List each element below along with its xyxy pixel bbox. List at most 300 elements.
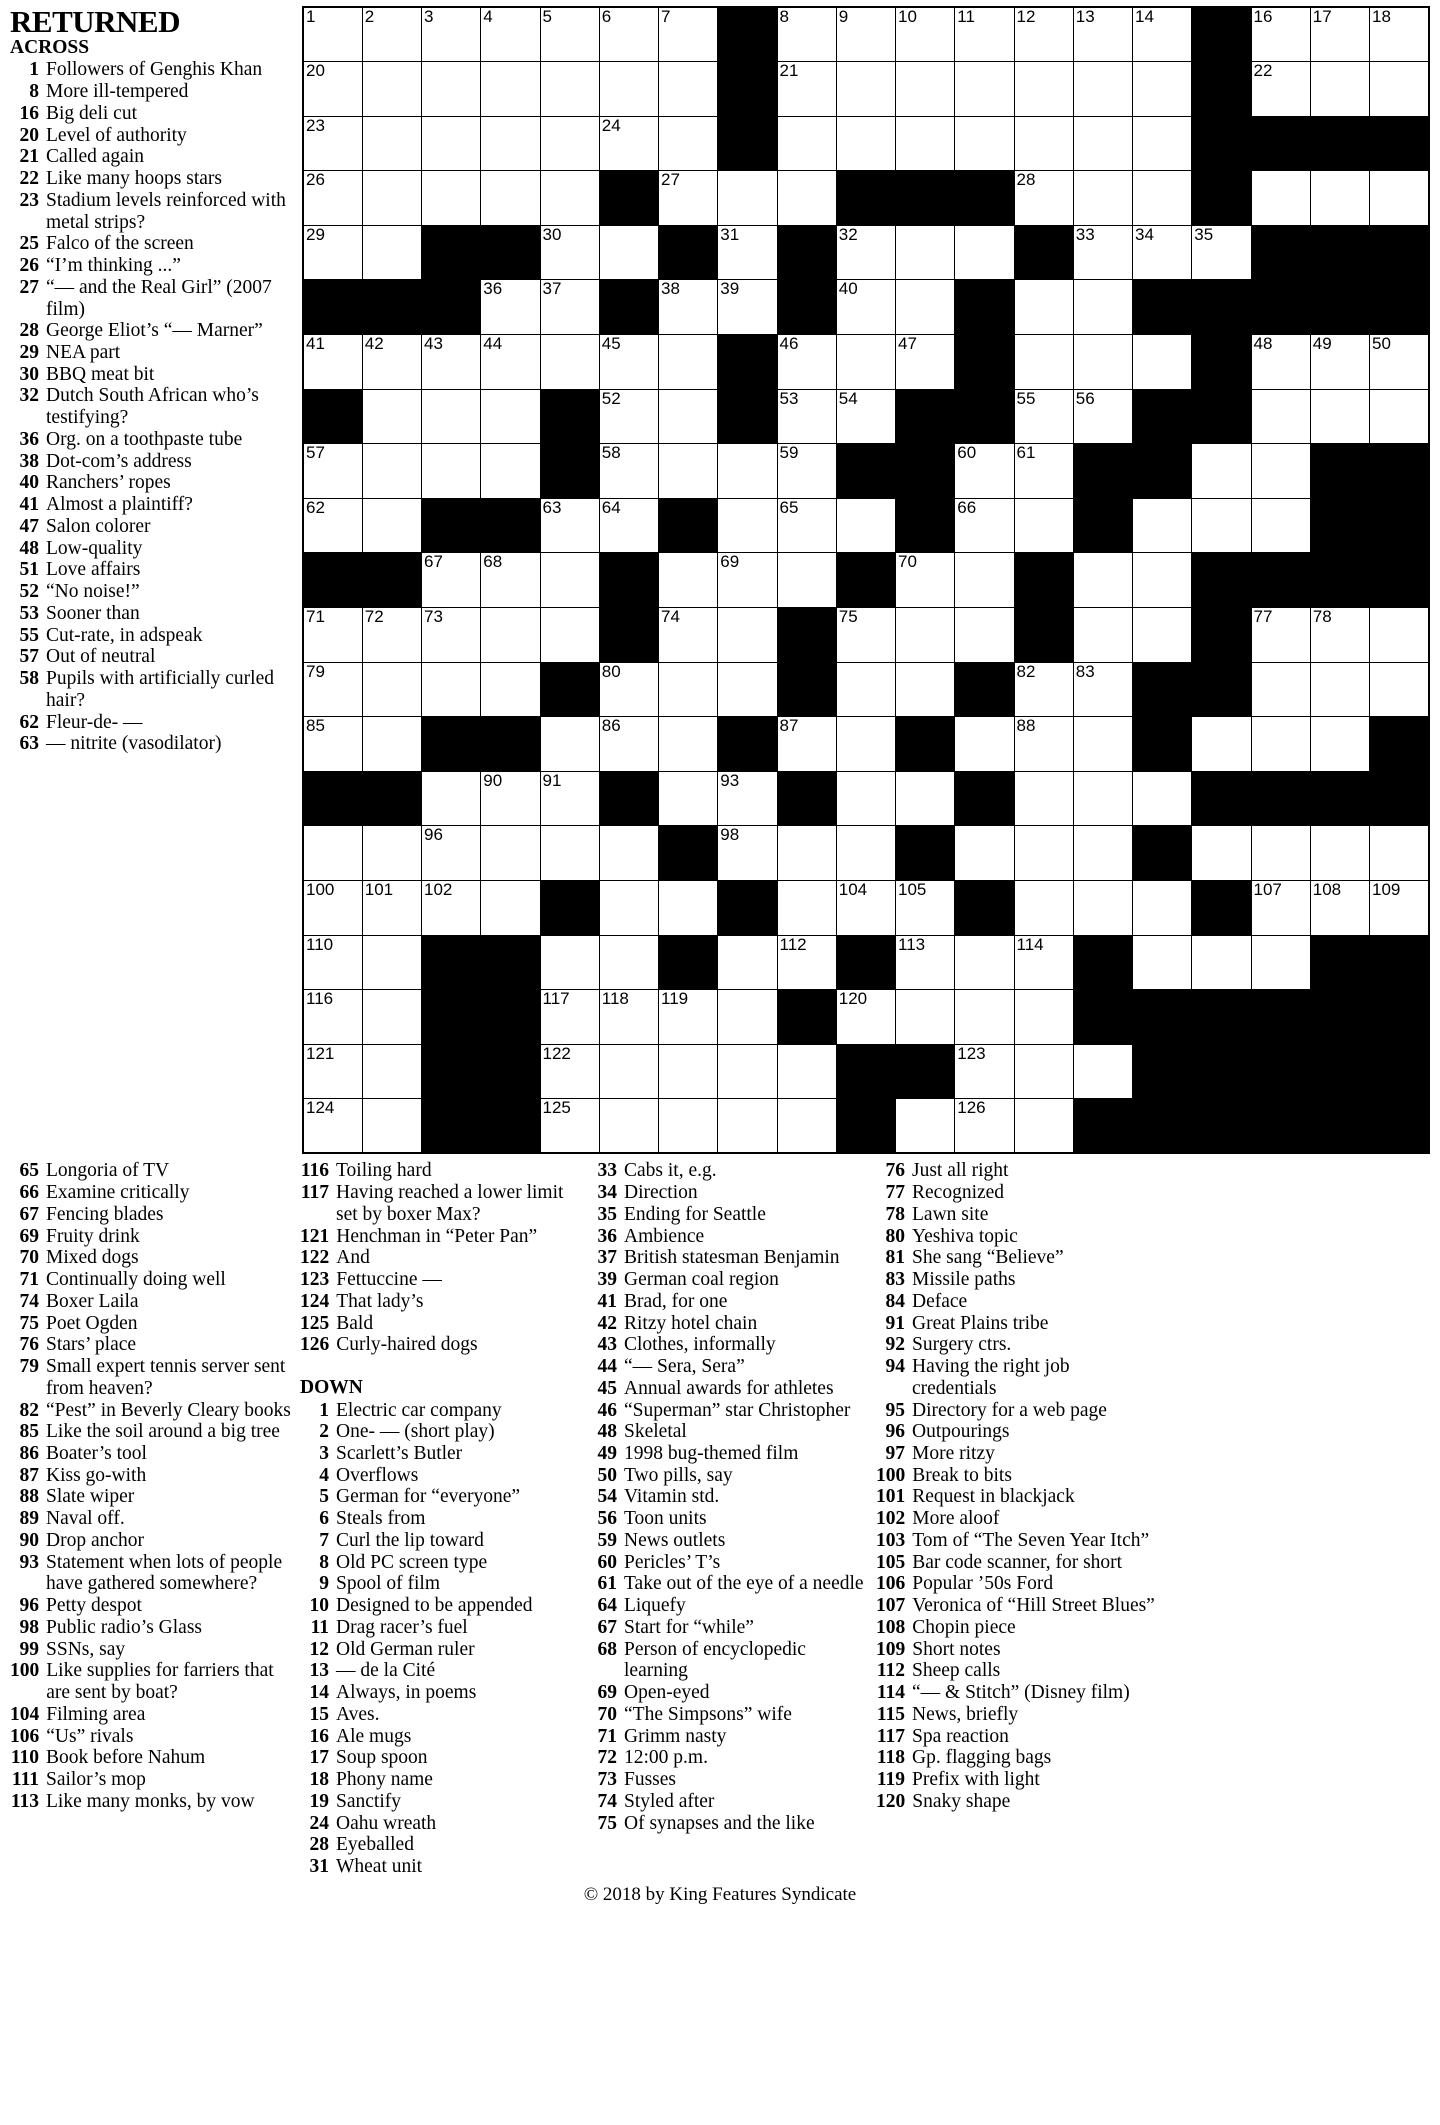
clue-text: British statesman Benjamin (624, 1247, 840, 1269)
grid-cell[interactable] (303, 1099, 362, 1154)
grid-cell[interactable] (481, 608, 540, 663)
clue-item (300, 1334, 578, 1356)
grid-cell[interactable] (540, 1044, 599, 1099)
grid-cell[interactable] (303, 225, 362, 280)
grid-cell[interactable] (896, 608, 955, 663)
grid-cell[interactable] (1310, 881, 1369, 936)
clue-number: 71 (597, 1725, 617, 1747)
grid-cell[interactable] (599, 1044, 658, 1099)
grid-cell[interactable] (303, 62, 362, 117)
clue-number: 106 (876, 1573, 906, 1595)
grid-cell[interactable] (955, 826, 1014, 881)
grid-cell[interactable] (955, 7, 1014, 62)
grid-cell[interactable] (599, 225, 658, 280)
grid-cell[interactable] (1370, 171, 1430, 226)
grid-cell[interactable] (362, 116, 421, 171)
grid-cell[interactable] (1251, 444, 1310, 499)
grid-cell[interactable] (599, 935, 658, 990)
grid-cell[interactable] (599, 717, 658, 772)
grid-cell[interactable] (303, 826, 362, 881)
grid-cell[interactable] (1310, 171, 1369, 226)
clue-number: 83 (885, 1269, 905, 1291)
grid-cell[interactable] (422, 553, 481, 608)
grid-cell[interactable] (836, 7, 895, 62)
grid-cell[interactable] (1370, 335, 1430, 390)
crossword-grid[interactable] (302, 6, 1430, 1154)
grid-cell[interactable] (1310, 826, 1369, 881)
grid-cell[interactable] (540, 335, 599, 390)
grid-cell[interactable] (362, 826, 421, 881)
grid-cell[interactable] (777, 881, 836, 936)
grid-cell[interactable] (1014, 1044, 1073, 1099)
grid-cell[interactable] (1192, 498, 1251, 553)
grid-cell[interactable] (1251, 62, 1310, 117)
grid-cell[interactable] (955, 1099, 1014, 1154)
grid-cell[interactable] (362, 171, 421, 226)
grid-cell[interactable] (1133, 171, 1192, 226)
grid-cell[interactable] (1073, 608, 1132, 663)
grid-cell[interactable] (1133, 62, 1192, 117)
grid-cell[interactable] (777, 444, 836, 499)
grid-cell[interactable] (1014, 116, 1073, 171)
grid-cell[interactable] (540, 116, 599, 171)
grid-block-cell (659, 225, 718, 280)
grid-cell[interactable] (362, 7, 421, 62)
grid-cell[interactable] (599, 498, 658, 553)
grid-cell[interactable] (718, 225, 777, 280)
grid-cell[interactable] (540, 62, 599, 117)
grid-cell[interactable] (836, 881, 895, 936)
grid-cell[interactable] (540, 171, 599, 226)
grid-cell[interactable] (1310, 608, 1369, 663)
grid-cell[interactable] (1251, 608, 1310, 663)
grid-cell[interactable] (1310, 662, 1369, 717)
grid-cell[interactable] (659, 171, 718, 226)
grid-cell[interactable] (1014, 7, 1073, 62)
grid-cell[interactable] (1370, 662, 1430, 717)
grid-cell[interactable] (1014, 498, 1073, 553)
grid-cell[interactable] (1251, 389, 1310, 444)
grid-cell[interactable] (481, 171, 540, 226)
grid-cell[interactable] (1014, 335, 1073, 390)
grid-cell[interactable] (599, 7, 658, 62)
grid-cell[interactable] (362, 1099, 421, 1154)
grid-cell[interactable] (718, 771, 777, 826)
grid-cell[interactable] (481, 280, 540, 335)
grid-cell[interactable] (599, 1099, 658, 1154)
grid-cell[interactable] (422, 116, 481, 171)
grid-cell[interactable] (422, 62, 481, 117)
grid-cell[interactable] (896, 881, 955, 936)
clue-text: Eyeballed (336, 1834, 414, 1856)
grid-block-cell (1192, 7, 1251, 62)
grid-cell[interactable] (481, 444, 540, 499)
grid-cell[interactable] (955, 498, 1014, 553)
grid-cell[interactable] (836, 335, 895, 390)
grid-cell[interactable] (481, 389, 540, 444)
grid-cell[interactable] (777, 935, 836, 990)
grid-cell[interactable] (362, 990, 421, 1045)
grid-cell[interactable] (718, 662, 777, 717)
grid-cell[interactable] (1370, 608, 1430, 663)
grid-cell[interactable] (777, 1099, 836, 1154)
grid-cell[interactable] (955, 553, 1014, 608)
grid-cell[interactable] (836, 771, 895, 826)
grid-cell[interactable] (1251, 7, 1310, 62)
grid-block-cell (1251, 116, 1310, 171)
clue-item (876, 1747, 1156, 1769)
grid-cell[interactable] (1133, 498, 1192, 553)
grid-cell[interactable] (777, 553, 836, 608)
grid-cell[interactable] (1251, 335, 1310, 390)
grid-cell[interactable] (540, 7, 599, 62)
grid-cell[interactable] (896, 335, 955, 390)
grid-cell[interactable] (659, 717, 718, 772)
grid-cell[interactable] (836, 662, 895, 717)
grid-cell[interactable] (718, 826, 777, 881)
grid-cell[interactable] (540, 717, 599, 772)
grid-cell[interactable] (481, 335, 540, 390)
grid-cell[interactable] (955, 444, 1014, 499)
grid-cell[interactable] (599, 335, 658, 390)
grid-cell[interactable] (659, 662, 718, 717)
grid-cell[interactable] (659, 444, 718, 499)
grid-cell[interactable] (362, 662, 421, 717)
grid-cell[interactable] (777, 1044, 836, 1099)
grid-cell[interactable] (1073, 1044, 1132, 1099)
grid-cell[interactable] (1014, 171, 1073, 226)
grid-cell[interactable] (836, 990, 895, 1045)
grid-cell[interactable] (303, 116, 362, 171)
grid-block-cell (836, 553, 895, 608)
grid-cell[interactable] (1251, 717, 1310, 772)
grid-cell[interactable] (1073, 335, 1132, 390)
grid-cell[interactable] (303, 881, 362, 936)
grid-cell[interactable] (718, 1099, 777, 1154)
grid-cell[interactable] (303, 717, 362, 772)
grid-cell[interactable] (362, 389, 421, 444)
grid-cell[interactable] (599, 62, 658, 117)
grid-cell[interactable] (896, 1099, 955, 1154)
grid-cell[interactable] (362, 225, 421, 280)
clue-number: 11 (310, 1616, 329, 1638)
grid-cell[interactable] (896, 62, 955, 117)
grid-cell[interactable] (1370, 826, 1430, 881)
grid-cell[interactable] (1133, 771, 1192, 826)
grid-cell[interactable] (955, 225, 1014, 280)
grid-cell[interactable] (1014, 444, 1073, 499)
grid-cell[interactable] (303, 7, 362, 62)
clue-number: 77 (885, 1182, 905, 1204)
grid-cell[interactable] (1133, 225, 1192, 280)
grid-cell[interactable] (1073, 389, 1132, 444)
grid-cell[interactable] (1014, 881, 1073, 936)
clue-item (588, 1334, 866, 1356)
grid-cell[interactable] (659, 771, 718, 826)
grid-cell[interactable] (896, 553, 955, 608)
grid-cell[interactable] (836, 62, 895, 117)
grid-cell[interactable] (1251, 171, 1310, 226)
grid-cell[interactable] (1251, 662, 1310, 717)
grid-cell[interactable] (540, 771, 599, 826)
down-heading: DOWN (300, 1377, 363, 1399)
grid-cell[interactable] (1133, 881, 1192, 936)
grid-cell[interactable] (303, 335, 362, 390)
grid-cell-number: 72 (364, 607, 384, 627)
grid-cell[interactable] (1073, 225, 1132, 280)
grid-cell[interactable] (718, 990, 777, 1045)
grid-cell[interactable] (599, 662, 658, 717)
grid-block-cell (896, 1044, 955, 1099)
grid-cell[interactable] (422, 771, 481, 826)
grid-cell[interactable] (1310, 389, 1369, 444)
grid-cell[interactable] (1133, 935, 1192, 990)
grid-cell[interactable] (303, 171, 362, 226)
grid-cell[interactable] (362, 62, 421, 117)
grid-cell[interactable] (777, 826, 836, 881)
grid-cell[interactable] (1251, 935, 1310, 990)
grid-cell[interactable] (1192, 717, 1251, 772)
grid-cell[interactable] (836, 608, 895, 663)
grid-cell[interactable] (362, 717, 421, 772)
grid-cell[interactable] (1073, 553, 1132, 608)
clue-text: Just all right (912, 1160, 1009, 1182)
grid-cell[interactable] (1014, 771, 1073, 826)
grid-cell[interactable] (1192, 225, 1251, 280)
grid-cell[interactable] (777, 116, 836, 171)
grid-cell[interactable] (718, 444, 777, 499)
grid-cell[interactable] (659, 389, 718, 444)
grid-cell[interactable] (1014, 662, 1073, 717)
grid-cell[interactable] (599, 881, 658, 936)
clue-text: Lawn site (912, 1203, 989, 1225)
grid-cell[interactable] (1073, 881, 1132, 936)
grid-cell[interactable] (955, 608, 1014, 663)
grid-cell[interactable] (777, 335, 836, 390)
grid-cell[interactable] (1014, 990, 1073, 1045)
grid-cell[interactable] (422, 444, 481, 499)
grid-cell[interactable] (303, 498, 362, 553)
grid-cell[interactable] (362, 498, 421, 553)
grid-cell[interactable] (896, 990, 955, 1045)
grid-cell[interactable] (718, 280, 777, 335)
grid-cell[interactable] (1133, 116, 1192, 171)
grid-cell[interactable] (422, 662, 481, 717)
grid-cell[interactable] (1310, 7, 1369, 62)
grid-cell[interactable] (1251, 881, 1310, 936)
grid-cell[interactable] (422, 171, 481, 226)
grid-cell[interactable] (303, 662, 362, 717)
grid-cell[interactable] (599, 990, 658, 1045)
grid-cell[interactable] (599, 116, 658, 171)
grid-cell[interactable] (659, 608, 718, 663)
grid-cell[interactable] (1370, 7, 1430, 62)
grid-cell[interactable] (1192, 444, 1251, 499)
grid-cell[interactable] (896, 662, 955, 717)
grid-cell[interactable] (896, 280, 955, 335)
grid-cell[interactable] (1014, 826, 1073, 881)
grid-cell[interactable] (836, 717, 895, 772)
grid-cell[interactable] (1073, 717, 1132, 772)
grid-cell[interactable] (1370, 62, 1430, 117)
grid-cell[interactable] (1370, 881, 1430, 936)
grid-cell[interactable] (1014, 389, 1073, 444)
grid-cell[interactable] (540, 826, 599, 881)
grid-cell[interactable] (422, 881, 481, 936)
grid-cell[interactable] (836, 389, 895, 444)
grid-cell[interactable] (718, 171, 777, 226)
grid-cell[interactable] (422, 335, 481, 390)
grid-cell[interactable] (777, 717, 836, 772)
grid-cell[interactable] (599, 389, 658, 444)
grid-cell[interactable] (777, 171, 836, 226)
grid-cell[interactable] (422, 7, 481, 62)
grid-cell[interactable] (718, 1044, 777, 1099)
grid-cell[interactable] (362, 1044, 421, 1099)
grid-cell[interactable] (540, 1099, 599, 1154)
grid-cell[interactable] (362, 935, 421, 990)
grid-cell[interactable] (1014, 1099, 1073, 1154)
grid-cell[interactable] (481, 116, 540, 171)
grid-cell[interactable] (1251, 826, 1310, 881)
grid-cell[interactable] (955, 62, 1014, 117)
grid-cell[interactable] (1370, 389, 1430, 444)
grid-cell[interactable] (303, 608, 362, 663)
across-clue-list-part2 (10, 1160, 292, 1812)
grid-cell[interactable] (1073, 116, 1132, 171)
grid-cell[interactable] (303, 990, 362, 1045)
grid-cell[interactable] (1251, 498, 1310, 553)
grid-cell[interactable] (836, 826, 895, 881)
grid-cell[interactable] (777, 498, 836, 553)
grid-cell[interactable] (836, 225, 895, 280)
grid-cell[interactable] (481, 881, 540, 936)
grid-cell[interactable] (659, 553, 718, 608)
grid-cell[interactable] (777, 62, 836, 117)
grid-cell[interactable] (1014, 935, 1073, 990)
grid-cell[interactable] (1073, 62, 1132, 117)
grid-cell[interactable] (303, 1044, 362, 1099)
grid-cell[interactable] (1073, 826, 1132, 881)
grid-cell[interactable] (1133, 553, 1192, 608)
grid-cell[interactable] (659, 990, 718, 1045)
grid-cell[interactable] (540, 225, 599, 280)
grid-cell[interactable] (836, 116, 895, 171)
grid-cell[interactable] (1073, 7, 1132, 62)
grid-cell[interactable] (659, 335, 718, 390)
grid-cell[interactable] (481, 62, 540, 117)
clue-number: 69 (19, 1225, 39, 1247)
grid-cell[interactable] (481, 7, 540, 62)
grid-cell[interactable] (303, 444, 362, 499)
grid-cell[interactable] (481, 771, 540, 826)
grid-cell[interactable] (659, 280, 718, 335)
grid-cell[interactable] (896, 7, 955, 62)
grid-cell[interactable] (481, 826, 540, 881)
grid-cell[interactable] (1133, 608, 1192, 663)
grid-cell[interactable] (955, 1044, 1014, 1099)
grid-cell[interactable] (718, 608, 777, 663)
grid-cell[interactable] (777, 389, 836, 444)
grid-block-cell (777, 280, 836, 335)
grid-cell[interactable] (481, 662, 540, 717)
grid-cell[interactable] (659, 881, 718, 936)
grid-cell[interactable] (659, 1099, 718, 1154)
grid-cell[interactable] (1133, 7, 1192, 62)
grid-cell[interactable] (1073, 280, 1132, 335)
grid-cell[interactable] (1310, 335, 1369, 390)
grid-block-cell (1133, 717, 1192, 772)
grid-cell[interactable] (659, 116, 718, 171)
grid-cell[interactable] (303, 935, 362, 990)
grid-cell[interactable] (955, 116, 1014, 171)
clue-item (876, 1530, 1156, 1552)
grid-cell[interactable] (896, 771, 955, 826)
grid-cell[interactable] (422, 608, 481, 663)
grid-cell[interactable] (1014, 717, 1073, 772)
grid-cell[interactable] (362, 608, 421, 663)
grid-cell[interactable] (718, 553, 777, 608)
grid-cell[interactable] (1133, 335, 1192, 390)
grid-cell-number: 126 (957, 1098, 986, 1118)
grid-cell[interactable] (540, 498, 599, 553)
grid-cell[interactable] (599, 444, 658, 499)
grid-cell[interactable] (422, 826, 481, 881)
grid-cell[interactable] (659, 1044, 718, 1099)
grid-cell[interactable] (955, 935, 1014, 990)
grid-cell[interactable] (718, 498, 777, 553)
grid-cell[interactable] (896, 116, 955, 171)
grid-cell[interactable] (540, 608, 599, 663)
grid-cell[interactable] (718, 935, 777, 990)
grid-cell[interactable] (896, 935, 955, 990)
clue-text: Examine critically (46, 1182, 190, 1204)
grid-cell[interactable] (955, 990, 1014, 1045)
grid-cell-number: 1 (306, 7, 316, 26)
grid-cell[interactable] (896, 225, 955, 280)
grid-cell[interactable] (481, 553, 540, 608)
grid-cell[interactable] (599, 826, 658, 881)
grid-cell[interactable] (1014, 62, 1073, 117)
grid-cell[interactable] (540, 935, 599, 990)
grid-cell-number: 77 (1253, 607, 1273, 627)
grid-cell[interactable] (1192, 935, 1251, 990)
grid-cell[interactable] (777, 7, 836, 62)
grid-cell[interactable] (362, 335, 421, 390)
grid-cell[interactable] (1310, 62, 1369, 117)
clue-number: 34 (597, 1182, 617, 1204)
grid-cell[interactable] (1073, 771, 1132, 826)
grid-cell[interactable] (836, 280, 895, 335)
grid-cell[interactable] (659, 62, 718, 117)
across-heading: ACROSS (10, 37, 90, 58)
grid-cell[interactable] (1192, 826, 1251, 881)
grid-cell[interactable] (362, 881, 421, 936)
grid-cell[interactable] (422, 389, 481, 444)
grid-cell[interactable] (540, 990, 599, 1045)
grid-cell[interactable] (955, 717, 1014, 772)
grid-cell[interactable] (362, 444, 421, 499)
grid-cell[interactable] (659, 7, 718, 62)
grid-cell[interactable] (540, 553, 599, 608)
clue-number: 52 (19, 581, 39, 603)
grid-cell[interactable] (540, 280, 599, 335)
grid-cell[interactable] (1310, 717, 1369, 772)
grid-cell[interactable] (1073, 662, 1132, 717)
grid-cell[interactable] (1014, 280, 1073, 335)
grid-cell[interactable] (836, 498, 895, 553)
grid-cell[interactable] (1073, 171, 1132, 226)
